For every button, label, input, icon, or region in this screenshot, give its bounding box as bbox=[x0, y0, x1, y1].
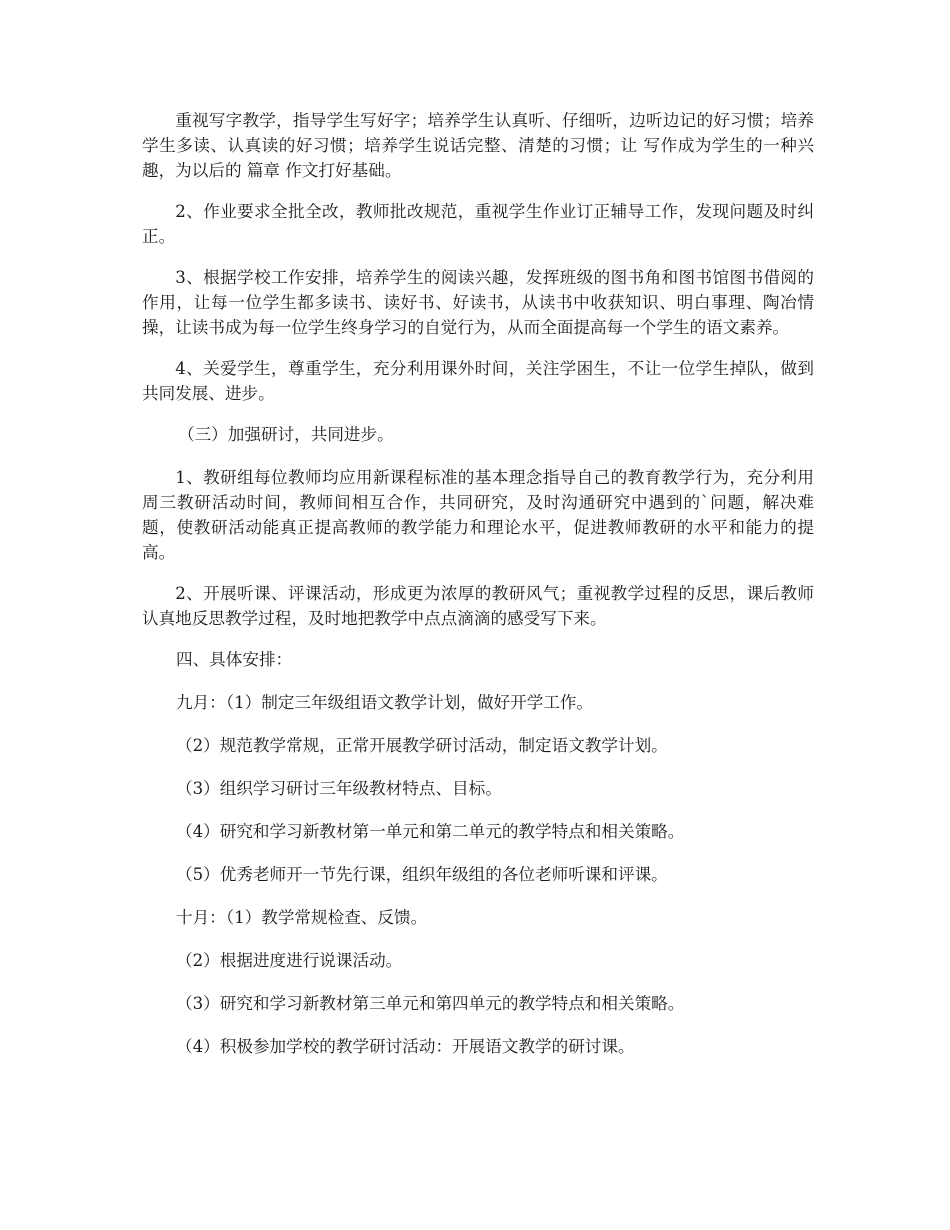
paragraph-homework: 2、作业要求全批全改，教师批改规范，重视学生作业订正辅导工作，发现问题及时纠正。 bbox=[142, 202, 814, 246]
paragraph-care-students: 4、关爱学生，尊重学生，充分利用课外时间，关注学困生，不让一位学生掉队，做到共同发展、进步。 bbox=[142, 359, 814, 403]
schedule-item-october-1: 十月：（1）教学常规检查、反馈。 bbox=[176, 908, 428, 927]
schedule-item-september-2: （2）规范教学常规，正常开展教学研讨活动，制定语文教学计划。 bbox=[176, 736, 668, 755]
schedule-item-september-3: （3）组织学习研讨三年级教材特点、目标。 bbox=[176, 779, 502, 798]
schedule-item-october-2: （2）根据进度进行说课活动。 bbox=[176, 951, 403, 970]
paragraph-research-2: 2、开展听课、评课活动，形成更为浓厚的教研风气；重视教学过程的反思，课后教师认真地反思教学过程，及时地把教学中点点滴滴的感受写下来。 bbox=[142, 584, 814, 628]
schedule-item-september-4: （4）研究和学习新教材第一单元和第二单元的教学特点和相关策略。 bbox=[176, 822, 685, 841]
document-body bbox=[142, 108, 814, 1077]
section-heading-research: （三）加强研讨，共同进步。 bbox=[178, 425, 394, 444]
section-heading-schedule: 四、具体安排： bbox=[176, 650, 293, 669]
schedule-item-october-4: （4）积极参加学校的教学研讨活动：开展语文教学的研讨课。 bbox=[176, 1037, 635, 1056]
paragraph-research-1: 1、教研组每位教师均应用新课程标准的基本理念指导自己的教育教学行为，充分利用周三教研活动时间，教师间相互合作，共同研究，及时沟通研究中遇到的`问题，解决难题，使教研活动能真正提高教师的教学能力和理论水平，促进教师教研的水平和能力的提高。 bbox=[142, 468, 814, 562]
schedule-item-september-1: 九月：（1）制定三年级组语文教学计划，做好开学工作。 bbox=[176, 693, 594, 712]
paragraph-writing-habits: 重视写字教学，指导学生写好字；培养学生认真听、仔细听，边听边记的好习惯；培养学生多读、认真读的好习惯；培养学生说话完整、清楚的习惯；让 写作成为学生的一种兴趣，为以后的 篇章 作文打好基础。 bbox=[142, 111, 814, 180]
schedule-item-october-3: （3）研究和学习新教材第三单元和第四单元的教学特点和相关策略。 bbox=[176, 994, 685, 1013]
schedule-item-september-5: （5）优秀老师开一节先行课，组织年级组的各位老师听课和评课。 bbox=[176, 865, 668, 884]
paragraph-reading: 3、根据学校工作安排，培养学生的阅读兴趣，发挥班级的图书角和图书馆图书借阅的作用，让每一位学生都多读书、读好书、好读书，从读书中收获知识、明白事理、陶冶情操，让读书成为每一位学生终身学习的自觉行为，从而全面提高每一个学生的语文素养。 bbox=[142, 268, 814, 337]
